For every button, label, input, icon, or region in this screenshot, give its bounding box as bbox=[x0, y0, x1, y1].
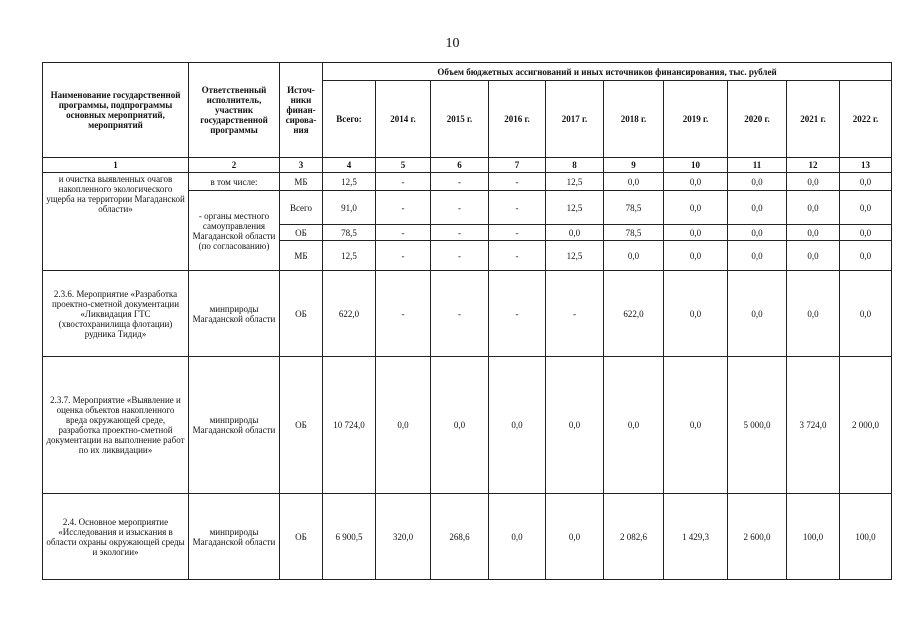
row-value: 0,0 bbox=[604, 241, 664, 271]
row-value: 0,0 bbox=[604, 357, 664, 494]
table-row bbox=[43, 357, 892, 494]
row-value: 5 000,0 bbox=[728, 357, 787, 494]
row-value: 0,0 bbox=[728, 191, 787, 225]
row-value: 78,5 bbox=[323, 225, 376, 241]
row-value: 0,0 bbox=[787, 241, 840, 271]
row-value: 0,0 bbox=[728, 173, 787, 191]
column-number: 3 bbox=[280, 158, 323, 173]
header-year: 2015 г. bbox=[431, 81, 489, 158]
row-value: 3 724,0 bbox=[787, 357, 840, 494]
column-number: 8 bbox=[546, 158, 604, 173]
row-value: 0,0 bbox=[664, 173, 728, 191]
row-value: 0,0 bbox=[787, 271, 840, 357]
row-value: 320,0 bbox=[376, 494, 431, 580]
row-name: 2.3.6. Мероприятие «Разработка проектно-сметной документации «Ликвидация ГТС (хвостохранилища флотации) рудника Тидид» bbox=[43, 271, 189, 357]
row-value: - bbox=[489, 271, 546, 357]
row-value: 0,0 bbox=[728, 271, 787, 357]
column-number: 4 bbox=[323, 158, 376, 173]
row-value: - bbox=[431, 191, 489, 225]
row-value: 0,0 bbox=[376, 357, 431, 494]
row-value: 100,0 bbox=[840, 494, 892, 580]
header-executor: Ответственный исполнитель, участник государственной программы bbox=[189, 63, 280, 158]
row-value: - bbox=[431, 225, 489, 241]
row-value: 0,0 bbox=[604, 173, 664, 191]
row-source: Всего bbox=[280, 191, 323, 225]
table-row bbox=[43, 494, 892, 580]
row-executor: минприроды Магаданской области bbox=[189, 271, 280, 357]
row-value: - bbox=[376, 241, 431, 271]
row-value: 622,0 bbox=[323, 271, 376, 357]
row-source: ОБ bbox=[280, 494, 323, 580]
row-source: ОБ bbox=[280, 225, 323, 241]
row-value: 12,5 bbox=[546, 173, 604, 191]
row-value: 0,0 bbox=[840, 225, 892, 241]
column-number: 6 bbox=[431, 158, 489, 173]
row-value: 12,5 bbox=[323, 173, 376, 191]
row-value: 0,0 bbox=[546, 357, 604, 494]
row-name: 2.4. Основное мероприятие «Исследования и изыскания в области охраны окружающей среды и экологии» bbox=[43, 494, 189, 580]
row-source: МБ bbox=[280, 173, 323, 191]
header-name: Наименование государственной программы, подпрограммы основных мероприятий, мероприятий bbox=[43, 63, 189, 158]
header-year: 2020 г. bbox=[728, 81, 787, 158]
row-value: 0,0 bbox=[840, 271, 892, 357]
row-value: 0,0 bbox=[431, 357, 489, 494]
row-value: - bbox=[431, 241, 489, 271]
row-value: 0,0 bbox=[840, 241, 892, 271]
header-year: 2014 г. bbox=[376, 81, 431, 158]
row-value: 12,5 bbox=[546, 191, 604, 225]
row-value: 0,0 bbox=[787, 173, 840, 191]
row-name: 2.3.7. Мероприятие «Выявление и оценка объектов накопленного вреда окружающей среде, разработка проектно-сметной документации на выполнение работ по их ликвидации» bbox=[43, 357, 189, 494]
row-value: 0,0 bbox=[728, 241, 787, 271]
header-year: 2021 г. bbox=[787, 81, 840, 158]
page-number: 10 bbox=[445, 36, 460, 51]
row-value: 1 429,3 bbox=[664, 494, 728, 580]
row-value: 2 082,6 bbox=[604, 494, 664, 580]
row-value: 10 724,0 bbox=[323, 357, 376, 494]
row-executor: - органы местного самоуправления Магаданской области (по согласованию) bbox=[189, 191, 280, 271]
row-value: 0,0 bbox=[489, 494, 546, 580]
header-year: 2017 г. bbox=[546, 81, 604, 158]
row-source: МБ bbox=[280, 241, 323, 271]
row-value: 268,6 bbox=[431, 494, 489, 580]
row-value: - bbox=[489, 241, 546, 271]
row-value: 0,0 bbox=[489, 357, 546, 494]
row-value: 0,0 bbox=[664, 271, 728, 357]
header-year: 2016 г. bbox=[489, 81, 546, 158]
row-source: ОБ bbox=[280, 357, 323, 494]
row-value: - bbox=[376, 225, 431, 241]
column-number: 7 bbox=[489, 158, 546, 173]
budget-table bbox=[42, 62, 892, 580]
column-number: 13 bbox=[840, 158, 892, 173]
row-executor: минприроды Магаданской области bbox=[189, 357, 280, 494]
row-value: 0,0 bbox=[840, 191, 892, 225]
row-value: - bbox=[431, 173, 489, 191]
header-source: Источ-ники финан-сирова-ния bbox=[280, 63, 323, 158]
header-volume: Объем бюджетных ассигнований и иных источников финансирования, тыс. рублей bbox=[323, 63, 892, 81]
row-value: 0,0 bbox=[664, 357, 728, 494]
row-executor: минприроды Магаданской области bbox=[189, 494, 280, 580]
header-total: Всего: bbox=[323, 81, 376, 158]
row-executor: в том числе: bbox=[189, 173, 280, 191]
row-source: ОБ bbox=[280, 271, 323, 357]
row-value: 78,5 bbox=[604, 225, 664, 241]
row-value: - bbox=[489, 225, 546, 241]
row-value: 2 000,0 bbox=[840, 357, 892, 494]
row-value: 78,5 bbox=[604, 191, 664, 225]
row-value: 100,0 bbox=[787, 494, 840, 580]
row-value: 12,5 bbox=[546, 241, 604, 271]
row-value: 0,0 bbox=[546, 494, 604, 580]
column-numbers-row bbox=[43, 158, 892, 173]
table-row bbox=[43, 173, 892, 191]
column-number: 12 bbox=[787, 158, 840, 173]
row-value: - bbox=[376, 271, 431, 357]
row-value: 622,0 bbox=[604, 271, 664, 357]
row-value: 0,0 bbox=[546, 225, 604, 241]
header-year: 2019 г. bbox=[664, 81, 728, 158]
row-value: 0,0 bbox=[787, 191, 840, 225]
row-value: - bbox=[489, 191, 546, 225]
table-row bbox=[43, 271, 892, 357]
row-value: - bbox=[546, 271, 604, 357]
row-value: 0,0 bbox=[664, 241, 728, 271]
row-value: 0,0 bbox=[840, 173, 892, 191]
row-value: - bbox=[489, 173, 546, 191]
column-number: 2 bbox=[189, 158, 280, 173]
column-number: 9 bbox=[604, 158, 664, 173]
column-number: 10 bbox=[664, 158, 728, 173]
row-value: 2 600,0 bbox=[728, 494, 787, 580]
header-year: 2018 г. bbox=[604, 81, 664, 158]
column-number: 11 bbox=[728, 158, 787, 173]
row-value: - bbox=[376, 191, 431, 225]
row-value: - bbox=[376, 173, 431, 191]
row-value: 0,0 bbox=[664, 191, 728, 225]
row-value: - bbox=[431, 271, 489, 357]
row-value: 6 900,5 bbox=[323, 494, 376, 580]
column-number: 1 bbox=[43, 158, 189, 173]
row-value: 0,0 bbox=[664, 225, 728, 241]
row-value: 91,0 bbox=[323, 191, 376, 225]
row-value: 0,0 bbox=[728, 225, 787, 241]
row-value: 12,5 bbox=[323, 241, 376, 271]
row-name: и очистка выявленных очагов накопленного экологического ущерба на территории Магаданской области» bbox=[43, 173, 189, 271]
row-value: 0,0 bbox=[787, 225, 840, 241]
header-year: 2022 г. bbox=[840, 81, 892, 158]
column-number: 5 bbox=[376, 158, 431, 173]
